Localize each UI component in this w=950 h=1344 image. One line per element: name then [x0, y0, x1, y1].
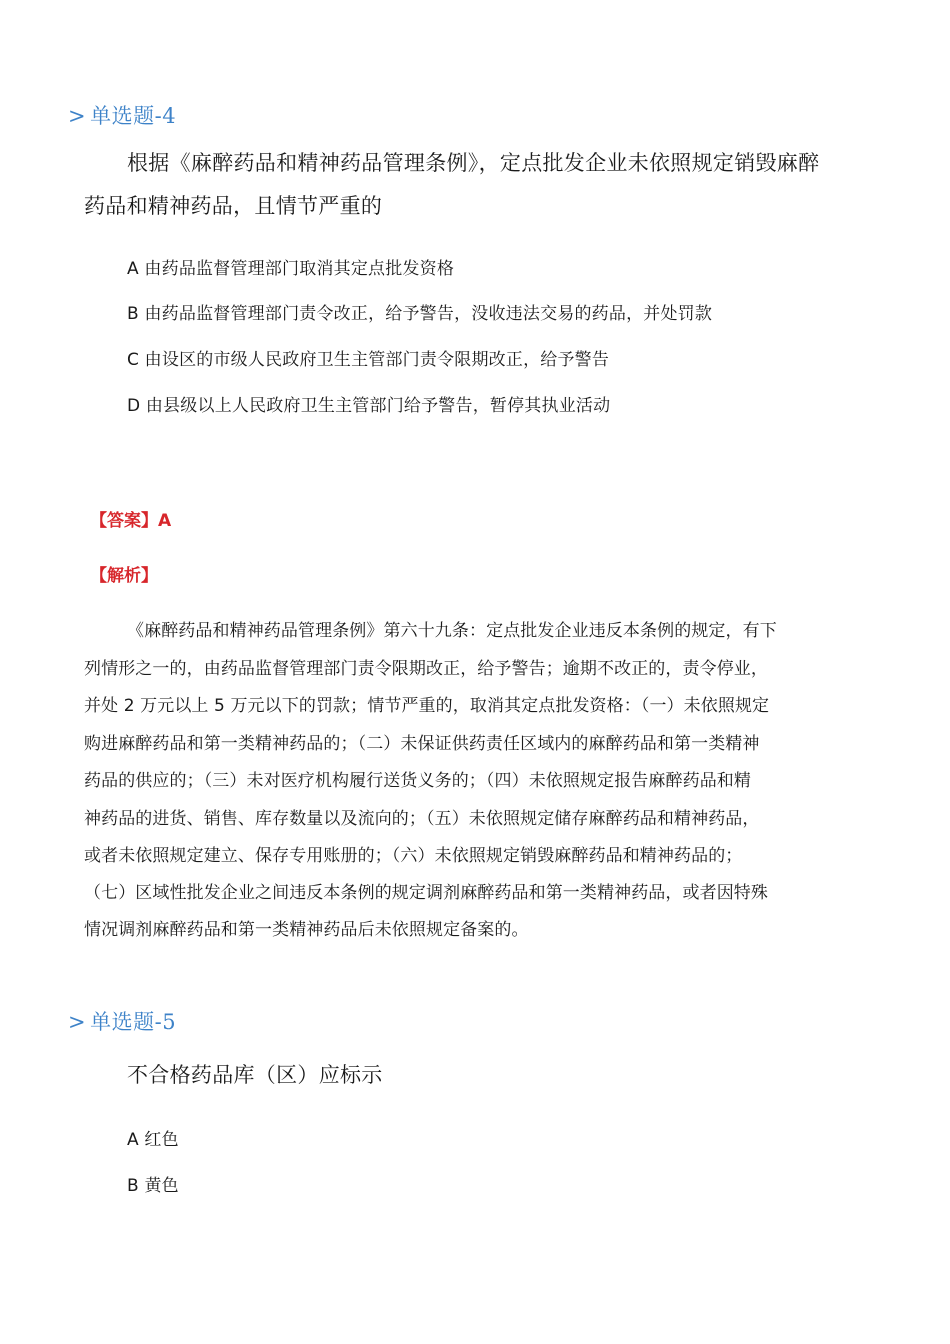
- option-b[interactable]: B 由药品监督管理部门责令改正，给予警告，没收违法交易的药品，并处罚款: [127, 304, 713, 324]
- analysis-line: 购进麻醉药品和第一类精神药品的；（二）未保证供药责任区域内的麻醉药品和第一类精神: [84, 734, 760, 754]
- analysis-label: 【解析】: [90, 566, 158, 586]
- analysis-line: 神药品的进货、销售、库存数量以及流向的；（五）未依照规定储存麻醉药品和精神药品，: [84, 809, 760, 829]
- question-heading-label: 单选题-4: [90, 104, 177, 128]
- question-heading: [68, 1006, 176, 1036]
- option-b[interactable]: B 黄色: [127, 1176, 179, 1196]
- chevron-right-icon: >: [68, 104, 87, 128]
- analysis-line: 或者未依照规定建立、保存专用账册的；（六）未依照规定销毁麻醉药品和精神药品的；: [84, 846, 743, 866]
- option-a[interactable]: A 红色: [127, 1130, 179, 1150]
- analysis-line: （七）区域性批发企业之间违反本条例的规定调剂麻醉药品和第一类精神药品，或者因特殊: [84, 883, 768, 903]
- question-heading-label: 单选题-5: [90, 1010, 177, 1034]
- question-text-line: 根据《麻醉药品和精神药品管理条例》，定点批发企业未依照规定销毁麻醉: [127, 151, 820, 175]
- option-c[interactable]: C 由设区的市级人民政府卫生主管部门责令限期改正，给予警告: [127, 350, 610, 370]
- analysis-line: 列情形之一的，由药品监督管理部门责令限期改正，给予警告；逾期不改正的，责令停业，: [84, 659, 768, 679]
- analysis-line: 药品的供应的；（三）未对医疗机构履行送货义务的；（四）未依照规定报告麻醉药品和精: [84, 771, 751, 791]
- question-text-line: 不合格药品库（区）应标示: [127, 1063, 383, 1087]
- question-heading: [68, 100, 176, 130]
- analysis-line: 《麻醉药品和精神药品管理条例》第六十九条：定点批发企业违反本条例的规定，有下: [127, 621, 777, 641]
- question-text-line: 药品和精神药品，且情节严重的: [84, 194, 383, 218]
- option-a[interactable]: A 由药品监督管理部门取消其定点批发资格: [127, 259, 455, 279]
- analysis-line: 情况调剂麻醉药品和第一类精神药品后未依照规定备案的。: [84, 920, 529, 940]
- analysis-line: 并处 2 万元以上 5 万元以下的罚款；情节严重的，取消其定点批发资格：（一）未依照规定: [84, 696, 770, 716]
- chevron-right-icon: >: [68, 1010, 87, 1034]
- option-d[interactable]: D 由县级以上人民政府卫生主管部门给予警告，暂停其执业活动: [127, 396, 611, 416]
- answer-label: 【答案】A: [90, 511, 172, 531]
